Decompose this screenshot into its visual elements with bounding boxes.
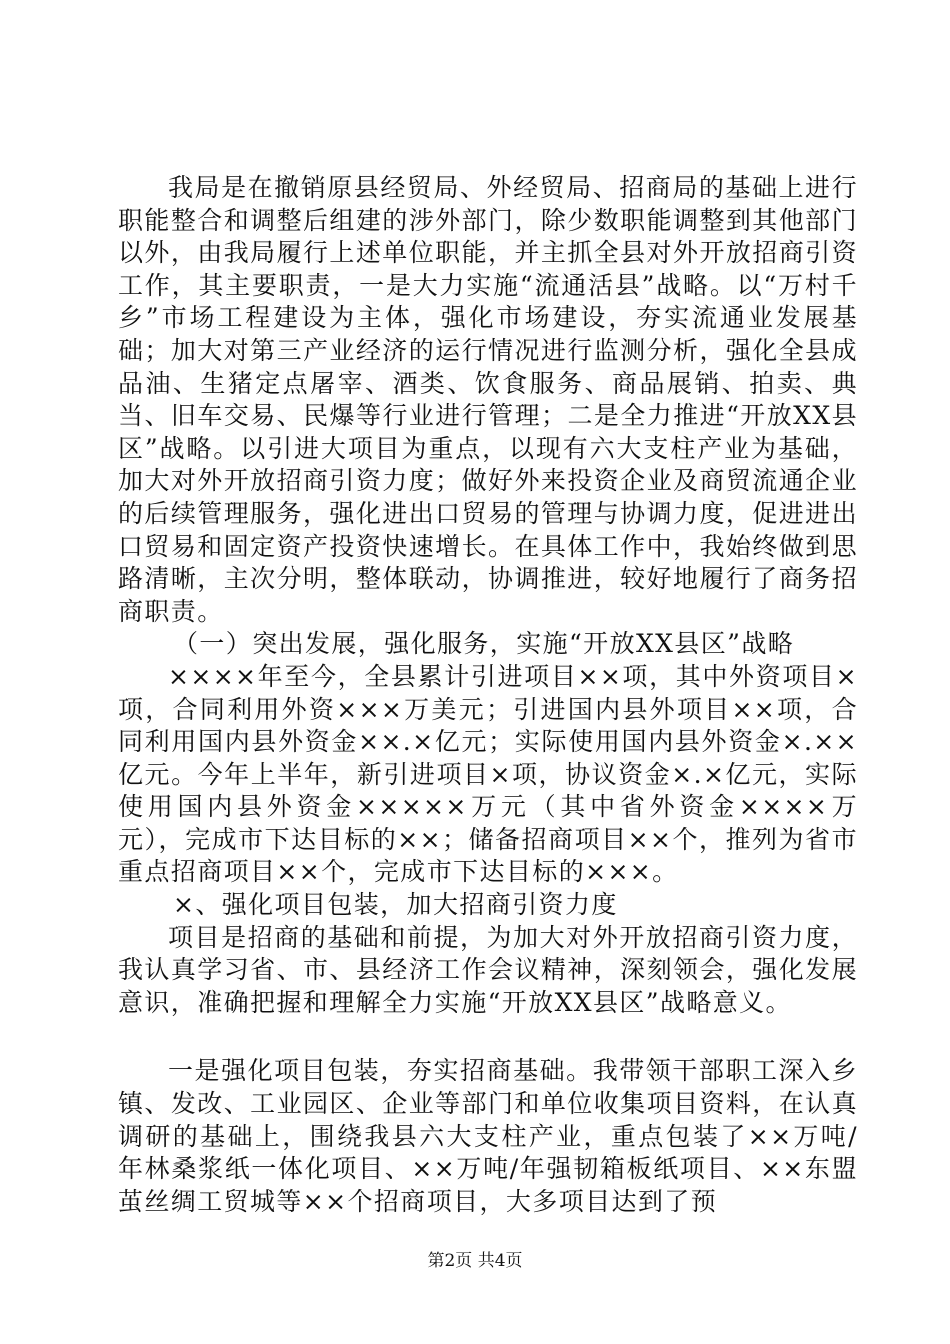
- paragraph-duties: 我局是在撤销原县经贸局、外经贸局、招商局的基础上进行职能整合和调整后组建的涉外部门，除少数职能调整到其他部门以外，由我局履行上述单位职能，并主抓全县对外开放招商引资工作，其主要职责，一是大力实施“流通活县”战略。以“万村千乡”市场工程建设为主体，强化市场建设，夯实流通业发展基础；加大对第三产业经济的运行情况进行监测分析，强化全县成品油、生猪定点屠宰、酒类、饮食服务、商品展销、拍卖、典当、旧车交易、民爆等行业进行管理；二是全力推进“开放XX县区”战略。以引进大项目为重点，以现有六大支柱产业为基础，加大对外开放招商引资力度；做好外来投资企业及商贸流通企业的后续管理服务，强化进出口贸易的管理与协调力度，促进进出口贸易和固定资产投资快速增长。在具体工作中，我始终做到思路清晰，主次分明，整体联动，协调推进，较好地履行了商务招商职责。: [118, 173, 858, 626]
- paragraph-project-packaging-detail: 一是强化项目包装，夯实招商基础。我带领干部职工深入乡镇、发改、工业园区、企业等部门和单位收集项目资料，在认真调研的基础上，围绕我县六大支柱产业，重点包装了××万吨/年林桑浆纸一体化项目、××万吨/年强韧箱板纸项目、××东盟茧丝绸工贸城等××个招商项目，大多项目达到了预: [118, 1056, 858, 1216]
- section-heading-project-packaging: ×、强化项目包装，加大招商引资力度: [173, 890, 618, 920]
- section-heading-open-county: （一）突出发展，强化服务，实施“开放XX县区”战略: [173, 629, 795, 659]
- page-footer: 第2页 共4页: [427, 1251, 523, 1271]
- paragraph-investment-stats: ××××年至今，全县累计引进项目××项，其中外资项目×项，合同利用外资×××万美元；引进国内县外项目××项，合同利用国内县外资金××.×亿元；实际使用国内县外资金×.××亿元。今年上半年，新引进项目×项，协议资金×.×亿元，实际使用国内县外资金×××××万元（其中省外资金××××万元），完成市下达目标的××；储备招商项目××个，推列为省市重点招商项目××个，完成市下达目标的×××。: [118, 661, 858, 887]
- paragraph-project-basis: 项目是招商的基础和前提，为加大对外开放招商引资力度，我认真学习省、市、县经济工作会议精神，深刻领会，强化发展意识，准确把握和理解全力实施“开放XX县区”战略意义。: [118, 922, 858, 1017]
- document-body: [118, 172, 858, 1218]
- paragraph-spacer: [118, 1019, 858, 1055]
